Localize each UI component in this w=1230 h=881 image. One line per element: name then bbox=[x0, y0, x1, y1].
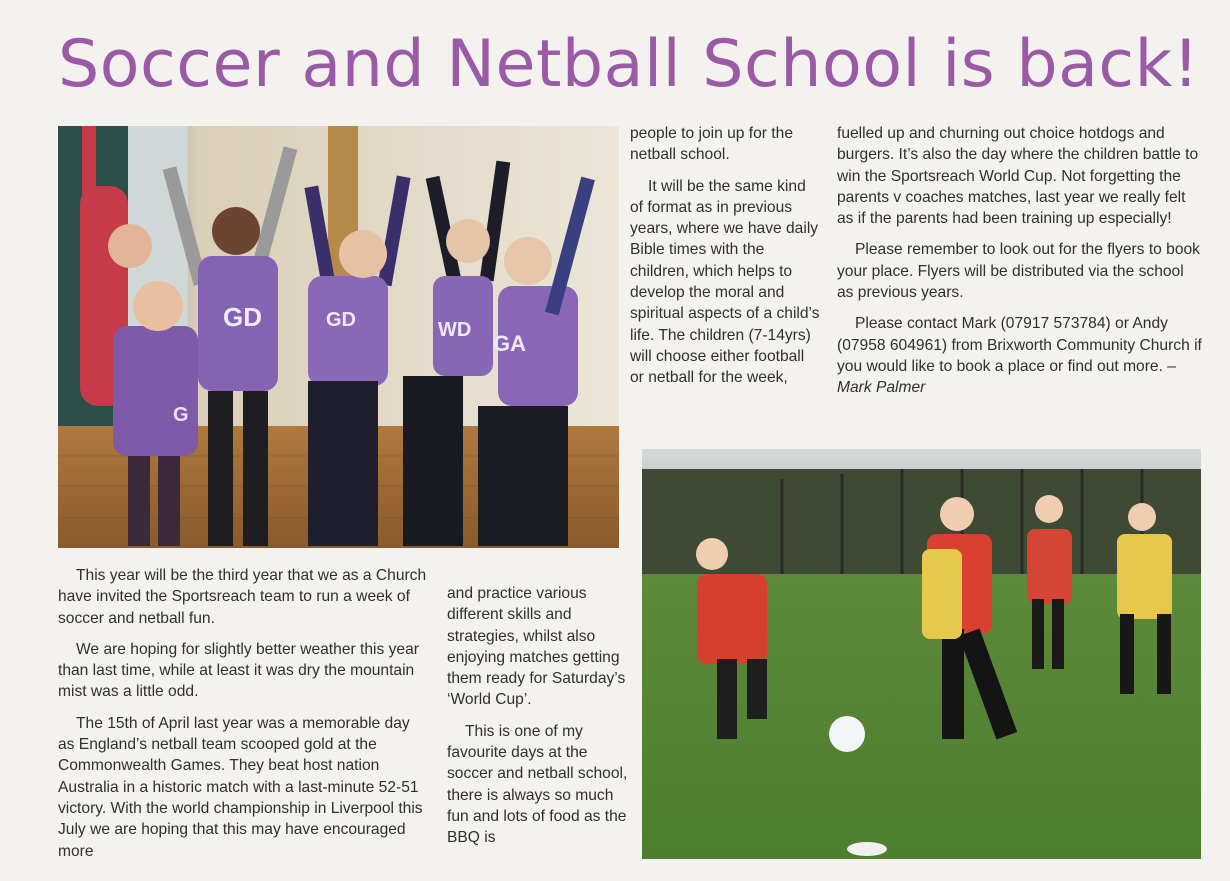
paragraph: people to join up for the netball school. bbox=[630, 125, 793, 164]
paragraph: This is one of my favourite days at the soccer and netball school, there is always so much fun and lots of food as the BBQ is bbox=[447, 722, 628, 847]
contact-text: Please contact Mark (07917 573784) or Andy (07958 604961) from Brixworth Community Church if you would like to book a place or find out more. – bbox=[837, 315, 1202, 375]
paragraph: The 15th of April last year was a memorable day as England’s netball team scooped gold at the Commonwealth Games. They beat host nation Australia in a historic match with a last-minute 52-51 victory. With the world championship in Liverpool this July we are hoping that this may have encouraged more bbox=[58, 714, 423, 860]
netball-photo bbox=[58, 126, 619, 548]
paragraph: It will be the same kind of format as in previous years, where we have daily Bible times with the children, which helps to develop the moral and spiritual aspects of a child’s life. The children (7-14yrs) will choose either football or netball for the week, bbox=[630, 177, 820, 387]
bib-label: GA bbox=[493, 331, 526, 356]
paragraph: and practice various different skills and strategies, whilst also enjoying matches getting them ready for Saturday’s ‘World Cup’. bbox=[447, 585, 626, 709]
article-column-mid-bottom bbox=[447, 583, 632, 859]
article-column-mid-top bbox=[630, 123, 820, 399]
bib-label: GD bbox=[223, 302, 262, 332]
bib-label: WD bbox=[438, 319, 472, 341]
bib-label: GD bbox=[326, 309, 356, 331]
paragraph: We are hoping for slightly better weather this year than last time, while at least it was dry the mountain mist was a little odd. bbox=[58, 640, 419, 701]
article-column-right-top bbox=[837, 123, 1202, 409]
paragraph: fuelled up and churning out choice hotdogs and burgers. It’s also the day where the children battle to win the Sportsreach World Cup. Not forgetting the parents v coaches matches, last year we really felt as if the parents had been training up especially! bbox=[837, 125, 1199, 228]
paragraph: This year will be the third year that we as a Church have invited the Sportsreach team to run a week of soccer and netball fun. bbox=[58, 567, 427, 627]
author-credit: Mark Palmer bbox=[837, 379, 926, 397]
bib-label: G bbox=[173, 404, 189, 426]
contact-paragraph bbox=[837, 313, 1202, 398]
paragraph: Please remember to look out for the flyers to book your place. Flyers will be distributed via the school as previous years. bbox=[837, 241, 1200, 302]
headline: Soccer and Netball School is back! bbox=[58, 27, 1200, 102]
soccer-photo bbox=[642, 449, 1201, 859]
article-column-left-bottom bbox=[58, 565, 430, 872]
